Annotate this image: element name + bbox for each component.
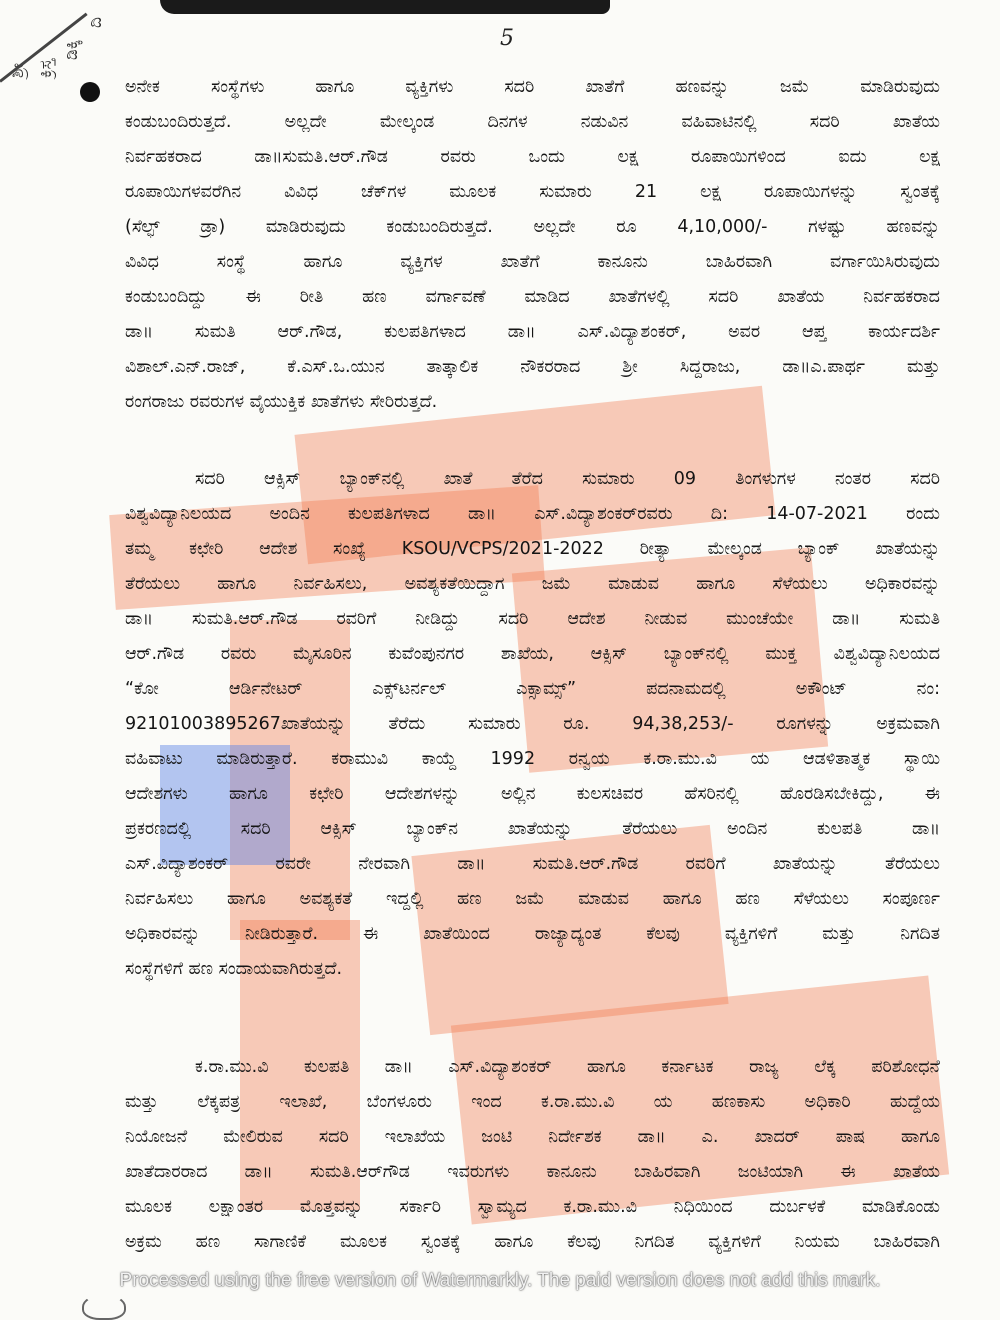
- text-line: ಎಸ್.ವಿದ್ಯಾಶಂಕರ್ ರವರೇ ನೇರವಾಗಿ ಡಾ॥ ಸುಮತಿ.ಆರ್.ಗೌಡ ರವರಿಗೆ ಖಾತೆಯನ್ನು ತೆರೆಯಲು: [125, 854, 940, 874]
- text-line: ಸದರಿ ಆಕ್ಸಿಸ್ ಬ್ಯಾಂಕ್‌ನಲ್ಲಿ ಖಾತೆ ತೆರೆದ ಸುಮಾರು 09 ತಿಂಗಳುಗಳ ನಂತರ ಸದರಿ: [195, 469, 940, 489]
- watermark-text: Processed using the free version of Watermarkly. The paid version does not add this mark.: [119, 1270, 881, 1291]
- text-line: ತಮ್ಮ ಕಛೇರಿ ಆದೇಶ ಸಂಖ್ಯೆ KSOU/VCPS/2021-2022 ರೀತ್ಯಾ ಮೇಲ್ಕಂಡ ಬ್ಯಾಂಕ್ ಖಾತೆಯನ್ನು: [125, 539, 940, 559]
- text-line: ಅನೇಕ ಸಂಸ್ಥೆಗಳು ಹಾಗೂ ವ್ಯಕ್ತಿಗಳು ಸದರಿ ಖಾತೆಗೆ ಹಣವನ್ನು ಜಮೆ ಮಾಡಿರುವುದು: [125, 77, 940, 97]
- text-line: ಅಕ್ರಮ ಹಣ ಸಾಗಾಣಿಕೆ ಮೂಲಕ ಸ್ವಂತಕ್ಕೆ ಹಾಗೂ ಕೆಲವು ನಿಗದಿತ ವ್ಯಕ್ತಿಗಳಿಗೆ ನಿಯಮ ಬಾಹಿರವಾಗಿ: [125, 1232, 940, 1252]
- text-line: ಡಾ॥ ಸುಮತಿ ಆರ್.ಗೌಡ, ಕುಲಪತಿಗಳಾದ ಡಾ॥ ಎಸ್.ವಿದ್ಯಾಶಂಕರ್, ಅವರ ಆಪ್ತ ಕಾರ್ಯದರ್ಶಿ: [125, 322, 940, 342]
- text-line: ಆರ್.ಗೌಡ ರವರು ಮೈಸೂರಿನ ಕುವೆಂಪುನಗರ ಶಾಖೆಯ, ಆಕ್ಸಿಸ್ ಬ್ಯಾಂಕ್‌ನಲ್ಲಿ ಮುಕ್ತ ವಿಶ್ವವಿದ್ಯಾನಿಲಯದ: [125, 644, 940, 664]
- text-line: ರೂಪಾಯಿಗಳವರೆಗಿನ ವಿವಿಧ ಚೆಕ್‌ಗಳ ಮೂಲಕ ಸುಮಾರು 21 ಲಕ್ಷ ರೂಪಾಯಿಗಳನ್ನು ಸ್ವಂತಕ್ಕೆ: [125, 182, 940, 202]
- signature-mark: [82, 1294, 126, 1320]
- margin-note-line: ಶ್ರೀ: [8, 63, 28, 78]
- text-line: ಆದೇಶಗಳು ಹಾಗೂ ಕಛೇರಿ ಆದೇಶಗಳನ್ನು ಅಲ್ಲಿನ ಕುಲಸಚಿವರ ಹೆಸರಿನಲ್ಲಿ ಹೊರಡಿಸಬೇಕಿದ್ದು, ಈ: [125, 784, 940, 804]
- text-line: ನಿರ್ವಹಕರಾದ ಡಾ॥ಸುಮತಿ.ಆರ್.ಗೌಡ ರವರು ಒಂದು ಲಕ್ಷ ರೂಪಾಯಿಗಳಿಂದ ಐದು ಲಕ್ಷ: [125, 147, 940, 167]
- text-line: 921010038952​67ಖಾತೆಯನ್ನು ತೆರೆದು ಸುಮಾರು ರೂ. 94,38,253/- ರೂಗಳನ್ನು ಅಕ್ರಮವಾಗಿ: [125, 714, 940, 734]
- text-line: ನಿಯೋಜನೆ ಮೇಲಿರುವ ಸದರಿ ಇಲಾಖೆಯ ಜಂಟಿ ನಿರ್ದೇಶಕ ಡಾ॥ ಎ. ಖಾದರ್ ಪಾಷ ಹಾಗೂ: [125, 1127, 940, 1147]
- handwritten-margin-note: [0, 0, 120, 170]
- text-line: ಮೂಲಕ ಲಕ್ಷಾಂತರ ಮೊತ್ತವನ್ನು ಸರ್ಕಾರಿ ಸ್ವಾಮ್ಯದ ಕ.ರಾ.ಮು.ವಿ ನಿಧಿಯಿಂದ ದುರ್ಬಳಕೆ ಮಾಡಿಕೊಂಡು: [125, 1197, 940, 1217]
- margin-note-line: ಕ್ರಿಸ್ತ: [36, 58, 56, 78]
- text-line: ಅಧಿಕಾರವನ್ನು ನೀಡಿರುತ್ತಾರೆ. ಈ ಖಾತೆಯಿಂದ ರಾಜ್ಯಾದ್ಯಂತ ಕೆಲವು ವ್ಯಕ್ತಿಗಳಿಗೆ ಮತ್ತು ನಿಗದಿತ: [125, 924, 940, 944]
- text-line: ವಿಶಾಲ್.ಎನ್.ರಾಜ್, ಕೆ.ಎಸ್.ಒ.ಯುನ ತಾತ್ಕಾಲಿಕ ನೌಕರರಾದ ಶ್ರೀ ಸಿದ್ದರಾಜು, ಡಾ॥ಎ.ಪಾರ್ಥ ಮತ್ತು: [125, 357, 940, 377]
- text-line: ಕ.ರಾ.ಮು.ವಿ ಕುಲಪತಿ ಡಾ॥ ಎಸ್.ವಿದ್ಯಾಶಂಕರ್ ಹಾಗೂ ಕರ್ನಾಟಕ ರಾಜ್ಯ ಲೆಕ್ಕ ಪರಿಶೋಧನೆ: [195, 1057, 940, 1077]
- top-dark-strip: [160, 0, 610, 14]
- paragraph-1: [125, 70, 940, 420]
- text-line: ವಿವಿಧ ಸಂಸ್ಥೆ ಹಾಗೂ ವ್ಯಕ್ತಿಗಳ ಖಾತೆಗೆ ಕಾನೂನು ಬಾಹಿರವಾಗಿ ವರ್ಗಾಯಿಸಿರುವುದು: [125, 252, 940, 272]
- text-line: ಕಂಡುಬಂದಿದ್ದು ಈ ರೀತಿ ಹಣ ವರ್ಗಾವಣೆ ಮಾಡಿದ ಖಾತೆಗಳಲ್ಲಿ ಸದರಿ ಖಾತೆಯ ನಿರ್ವಹಕರಾದ: [125, 287, 940, 307]
- text-line: ರಂಗರಾಜು ರವರುಗಳ ವೈಯುಕ್ತಿಕ ಖಾತೆಗಳು ಸೇರಿರುತ್ತದೆ.: [125, 392, 438, 412]
- margin-note-line: ಡಿಕ್ಕಿ: [62, 39, 82, 60]
- text-line: ವಿಶ್ವವಿದ್ಯಾನಿಲಯದ ಅಂದಿನ ಕುಲಪತಿಗಳಾದ ಡಾ॥ ಎಸ್.ವಿದ್ಯಾಶಂಕರ್‌ರವರು ದಿ: 14-07-2021 ರಂದು: [125, 504, 940, 524]
- margin-note-line: ದಿ: [86, 17, 106, 28]
- text-line: “ಕೋ ಆರ್ಡಿನೇಟರ್ ಎಕ್ಸ್‌ಟರ್ನಲ್ ಎಕ್ಸಾಮ್ಸ್” ಪದನಾಮದಲ್ಲಿ ಅಕೌಂಟ್ ನಂ:: [125, 679, 940, 699]
- text-line: ಡಾ॥ ಸುಮತಿ.ಆರ್.ಗೌಡ ರವರಿಗೆ ನೀಡಿದ್ದು ಸದರಿ ಆದೇಶ ನೀಡುವ ಮುಂಚೆಯೇ ಡಾ॥ ಸುಮತಿ: [125, 609, 940, 629]
- text-line: ತೆರೆಯಲು ಹಾಗೂ ನಿರ್ವಹಿಸಲು, ಅವಶ್ಯಕತೆಯಿದ್ದಾಗ ಜಮೆ ಮಾಡುವ ಹಾಗೂ ಸೆಳೆಯಲು ಅಧಿಕಾರವನ್ನು: [125, 574, 940, 594]
- text-line: ಸಂಸ್ಥೆಗಳಿಗೆ ಹಣ ಸಂದಾಯವಾಗಿರುತ್ತದೆ.: [125, 959, 343, 979]
- paragraph-2: [125, 462, 940, 987]
- page-number: 5: [500, 26, 514, 51]
- pen-dot: [80, 82, 100, 102]
- paragraph-3: [125, 1050, 940, 1260]
- text-line: ಕಂಡುಬಂದಿರುತ್ತದೆ. ಅಲ್ಲದೇ ಮೇಲ್ಕಂಡ ದಿನಗಳ ನಡುವಿನ ವಹಿವಾಟಿನಲ್ಲಿ ಸದರಿ ಖಾತೆಯ: [125, 112, 940, 132]
- text-line: (ಸೆಲ್ಫ್ ಡ್ರಾ) ಮಾಡಿರುವುದು ಕಂಡುಬಂದಿರುತ್ತದೆ. ಅಲ್ಲದೇ ರೂ 4,10,000/- ಗಳಷ್ಟು ಹಣವನ್ನು: [125, 217, 940, 237]
- text-line: ಖಾತೆದಾರರಾದ ಡಾ॥ ಸುಮತಿ.ಆರ್‌ಗೌಡ ಇವರುಗಳು ಕಾನೂನು ಬಾಹಿರವಾಗಿ ಜಂಟಿಯಾಗಿ ಈ ಖಾತೆಯ: [125, 1162, 940, 1182]
- text-line: ವಹಿವಾಟು ಮಾಡಿರುತ್ತಾರೆ. ಕರಾಮುವಿ ಕಾಯ್ದೆ 1992 ರನ್ವಯ ಕ.ರಾ.ಮು.ವಿ ಯ ಆಡಳಿತಾತ್ಮಕ ಸ್ಥಾಯಿ: [125, 749, 940, 769]
- text-line: ಪ್ರಕರಣದಲ್ಲಿ ಸದರಿ ಆಕ್ಸಿಸ್ ಬ್ಯಾಂಕ್‌ನ ಖಾತೆಯನ್ನು ತೆರೆಯಲು ಅಂದಿನ ಕುಲಪತಿ ಡಾ॥: [125, 819, 940, 839]
- text-line: ಮತ್ತು ಲೆಕ್ಕಪತ್ರ ಇಲಾಖೆ, ಬೆಂಗಳೂರು ಇಂದ ಕ.ರಾ.ಮು.ವಿ ಯ ಹಣಕಾಸು ಅಧಿಕಾರಿ ಹುದ್ದೆಯ: [125, 1092, 940, 1112]
- text-line: ನಿರ್ವಹಿಸಲು ಹಾಗೂ ಅವಶ್ಯಕತೆ ಇದ್ದಲ್ಲಿ ಹಣ ಜಮೆ ಮಾಡುವ ಹಾಗೂ ಹಣ ಸೆಳೆಯಲು ಸಂಪೂರ್ಣ: [125, 889, 940, 909]
